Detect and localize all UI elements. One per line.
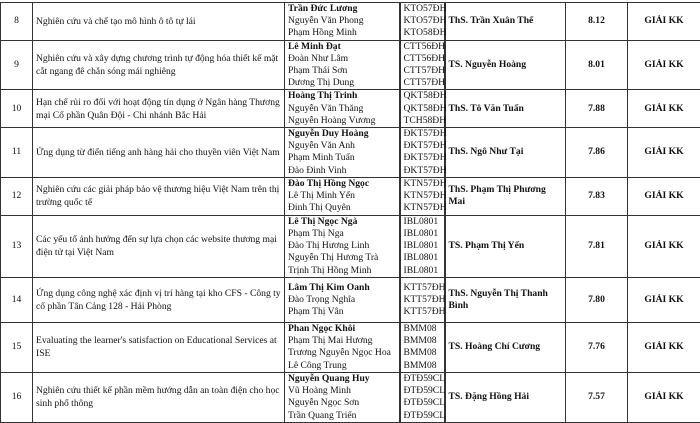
class-code: ĐKT57ĐH [404,152,441,164]
project-title: Hạn chế rủi ro đối với hoạt động tín dụng ở Ngân hàng Thương mại Cổ phần Quân Đội - Chi nhánh Bắc Hải [33,90,285,128]
classes-cell [400,128,445,178]
prize: GIẢI KK [628,322,700,372]
class-code: CTT56ĐH [404,53,441,65]
class-code: IBL0801 [404,228,441,240]
member-name: Trịnh Thị Hồng Minh [288,265,396,277]
lead-member: Nguyễn Quang Huy [288,373,396,385]
member-name: Nguyễn Văn Phong [288,15,396,27]
row-number: 13 [1,215,33,277]
score: 7.86 [566,128,628,178]
classes-cell [400,177,445,215]
lead-member: Lâm Thị Kim Oanh [288,282,396,294]
class-code: KTO57ĐH [404,15,441,27]
class-code: BMM08 [404,335,441,347]
lead-member: Đào Thị Hồng Ngọc [288,178,396,190]
member-name: Phạm Thái Sơn [288,65,396,77]
project-title: Nghiên cứu thiết kế phần mềm hướng dẫn an toàn điện cho học sinh phổ thông [33,372,285,422]
member-name: Trương Nguyễn Ngọc Hoa [288,347,396,359]
prize: GIẢI KK [628,372,700,422]
member-name: Đoàn Như Lâm [288,53,396,65]
classes-cell [400,215,445,277]
supervisor: ThS. Tô Văn Tuấn [445,90,566,128]
lead-member: Lê Thị Ngọc Ngà [288,216,396,228]
lead-member: Hoàng Thị Trinh [288,90,396,102]
prize: GIẢI KK [628,40,700,90]
table-row [1,177,700,215]
prize: GIẢI KK [628,215,700,277]
member-name: Nguyễn Hoàng Vương [288,115,396,127]
member-name: Lê Công Trung [288,360,396,372]
project-title: Nghiên cứu các giải pháp bảo vệ thương hiệu Việt Nam trên thị trường quốc tế [33,177,285,215]
member-name: Phạm Hồng Minh [288,27,396,39]
class-code: CTT57ĐH [404,77,441,89]
member-name: Nguyễn Văn Anh [288,140,396,152]
project-title: Ứng dụng công nghệ xác định vị trí hàng tại kho CFS - Công ty cổ phần Tân Cảng 128 - Hải Phòng [33,277,285,322]
score: 7.83 [566,177,628,215]
class-code: ĐTĐ59CL [404,397,441,409]
class-code: BMM08 [404,360,441,372]
supervisor: ThS. Ngô Như Tại [445,128,566,178]
class-code: KTN57ĐH [404,190,441,202]
lead-member: Phan Ngọc Khôi [288,323,396,335]
class-code: ĐTĐ59CL [404,410,441,422]
members-cell [285,372,400,422]
class-code: IBL0801 [404,252,441,264]
member-name: Đinh Thị Quyên [288,202,396,214]
classes-cell [400,277,445,322]
project-title: Nghiên cứu và xây dựng chương trình tự động hóa thiết kế mặt cắt ngang đê chắn sóng mái nghiêng [33,40,285,90]
row-number: 16 [1,372,33,422]
class-code: QKT58ĐH [404,90,441,102]
class-code: KTT57ĐH [404,282,441,294]
score: 7.57 [566,372,628,422]
members-cell [285,90,400,128]
class-code: KTO57ĐH [404,3,441,15]
classes-cell [400,90,445,128]
project-title: Evaluating the learner's satisfaction on Educational Services at ISE [33,322,285,372]
prize: GIẢI KK [628,277,700,322]
awards-table [0,2,700,423]
score: 8.01 [566,40,628,90]
class-code: TCH58ĐH [404,115,441,127]
score: 7.76 [566,322,628,372]
class-code: IBL0801 [404,216,441,228]
row-number: 11 [1,128,33,178]
supervisor: TS. Phạm Thị Yến [445,215,566,277]
member-name: Phạm Thị Mai Hương [288,335,396,347]
row-number: 9 [1,40,33,90]
member-name: Đào Đình Vinh [288,165,396,177]
classes-cell [400,40,445,90]
row-number: 12 [1,177,33,215]
table-row [1,215,700,277]
prize: GIẢI KK [628,90,700,128]
table-row [1,372,700,422]
class-code: ĐKT57ĐH [404,128,441,140]
project-title: Ứng dụng từ điển tiếng anh hàng hải cho thuyền viên Việt Nam [33,128,285,178]
supervisor: ThS. Phạm Thị Phương Mai [445,177,566,215]
prize: GIẢI KK [628,128,700,178]
classes-cell [400,322,445,372]
member-name: Phạm Minh Tuấn [288,152,396,164]
member-name: Đào Trọng Nghĩa [288,294,396,306]
member-name: Phạm Thị Nga [288,228,396,240]
table-row [1,277,700,322]
lead-member: Lê Minh Đạt [288,41,396,53]
member-name: Nguyễn Văn Thăng [288,103,396,115]
class-code: KTN57ĐH [404,202,441,214]
prize: GIẢI KK [628,3,700,41]
members-cell [285,322,400,372]
supervisor: TS. Đặng Hồng Hải [445,372,566,422]
lead-member: Trần Đức Lương [288,3,396,15]
class-code: ĐKT57ĐH [404,165,441,177]
score: 7.81 [566,215,628,277]
members-cell [285,128,400,178]
member-name: Dương Thị Dung [288,77,396,89]
score: 8.12 [566,3,628,41]
supervisor: ThS. Nguyễn Thị Thanh Bình [445,277,566,322]
table-row [1,322,700,372]
supervisor: TS. Nguyễn Hoàng [445,40,566,90]
member-name: Đào Thị Hương Linh [288,240,396,252]
class-code: ĐTĐ59CL [404,385,441,397]
class-code: IBL0801 [404,240,441,252]
member-name: Vũ Hoàng Minh [288,385,396,397]
class-code: CTT56ĐH [404,41,441,53]
supervisor: TS. Hoàng Chí Cương [445,322,566,372]
members-cell [285,177,400,215]
members-cell [285,215,400,277]
class-code: KTO58ĐH [404,27,441,39]
table-row [1,3,700,41]
members-cell [285,277,400,322]
row-number: 8 [1,3,33,41]
members-cell [285,3,400,41]
member-name: Trần Quang Triển [288,410,396,422]
table-row [1,90,700,128]
class-code: ĐTĐ59CL [404,373,441,385]
row-number: 14 [1,277,33,322]
prize: GIẢI KK [628,177,700,215]
member-name: Phạm Thị Vân [288,306,396,318]
class-code: KTT57ĐH [404,306,441,318]
member-name: Nguyễn Thị Hương Trà [288,252,396,264]
member-name: Nguyễn Ngọc Sơn [288,397,396,409]
members-cell [285,40,400,90]
classes-cell [400,372,445,422]
class-code: KTN57ĐH [404,178,441,190]
class-code: CTT57ĐH [404,65,441,77]
class-code: QKT58ĐH [404,103,441,115]
class-code: KTT57ĐH [404,294,441,306]
score: 7.80 [566,277,628,322]
classes-cell [400,3,445,41]
class-code: IBL0801 [404,265,441,277]
supervisor: ThS. Trần Xuân Thể [445,3,566,41]
project-title: Các yếu tố ảnh hưởng đến sự lựa chọn các website thương mại điện tử tại Việt Nam [33,215,285,277]
class-code: BMM08 [404,347,441,359]
score: 7.88 [566,90,628,128]
lead-member: Nguyễn Duy Hoàng [288,128,396,140]
row-number: 10 [1,90,33,128]
member-name: Lê Thị Minh Yến [288,190,396,202]
table-row [1,40,700,90]
row-number: 15 [1,322,33,372]
project-title: Nghiên cứu và chế tạo mô hình ô tô tự lái [33,3,285,41]
class-code: ĐKT57ĐH [404,140,441,152]
class-code: BMM08 [404,323,441,335]
table-row [1,128,700,178]
